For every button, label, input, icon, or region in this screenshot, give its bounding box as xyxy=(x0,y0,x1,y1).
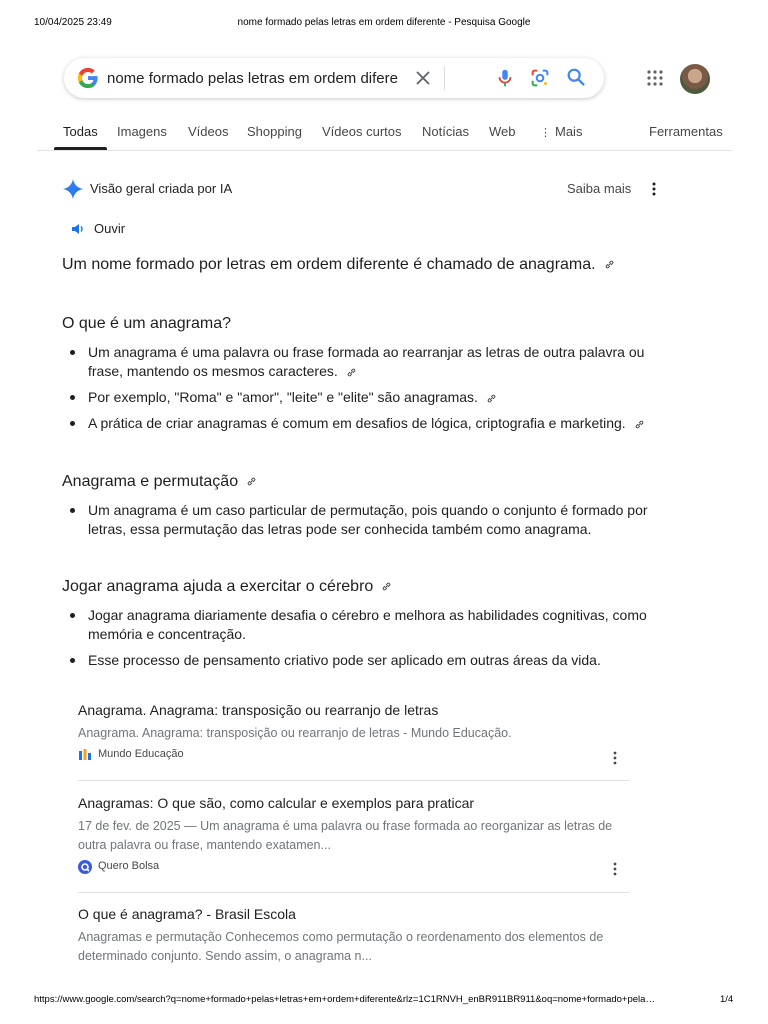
tab-videos-curtos[interactable]: Vídeos curtos xyxy=(322,124,402,139)
source-description: Anagramas e permutação Conhecemos como permutação o reordenamento dos elementos de determinado conjunto. Sendo assim, o anagrama n... xyxy=(78,930,604,963)
print-page-title: nome formado pelas letras em ordem diferente - Pesquisa Google xyxy=(237,17,531,28)
search-divider xyxy=(444,66,445,90)
section-bullets xyxy=(62,606,652,677)
section-heading-text: Jogar anagrama ajuda a exercitar o cérebro xyxy=(62,578,374,595)
section-bullets xyxy=(62,501,652,546)
bullet-item xyxy=(62,501,652,539)
source-site-name: Mundo Educação xyxy=(98,748,184,760)
source-description: 17 de fev. de 2025 — Um anagrama é uma palavra ou frase formada ao reorganizar as letras de outra palavra ou frase, mantendo exatamen... xyxy=(78,819,613,852)
bullet-text: Esse processo de pensamento criativo pode ser aplicado em outras áreas da vida. xyxy=(88,652,601,668)
section-heading: O que é um anagrama? xyxy=(62,315,231,332)
section-bullets xyxy=(62,343,652,440)
source-title[interactable]: Anagrama. Anagrama: transposição ou rearranjo de letras xyxy=(78,702,439,718)
intro-text: Um nome formado por letras em ordem diferente é chamado de anagrama. xyxy=(62,256,596,273)
search-box[interactable] xyxy=(64,58,604,98)
gemini-sparkle-icon xyxy=(62,178,84,200)
bullet-text: A prática de criar anagramas é comum em desafios de lógica, criptografia e marketing. xyxy=(88,415,626,431)
quero-bolsa-favicon-icon xyxy=(78,860,92,874)
bullet-item xyxy=(62,606,652,644)
search-input[interactable] xyxy=(107,68,399,88)
link-icon[interactable] xyxy=(381,581,392,592)
google-apps-icon[interactable] xyxy=(646,69,664,87)
source-title[interactable]: O que é anagrama? - Brasil Escola xyxy=(78,906,296,922)
more-options-icon[interactable] xyxy=(608,861,622,877)
bullet-item xyxy=(62,343,652,381)
tab-shopping[interactable]: Shopping xyxy=(247,124,302,139)
listen-label: Ouvir xyxy=(94,221,126,236)
google-g-logo-icon xyxy=(77,67,99,89)
source-description: Anagrama. Anagrama: transposição ou rearranjo de letras - Mundo Educação. xyxy=(78,726,512,740)
source-card[interactable] xyxy=(78,906,630,966)
search-icon[interactable] xyxy=(565,66,587,88)
ai-overview-header xyxy=(62,179,662,199)
bullet-item xyxy=(62,414,652,433)
ai-overview-label: Visão geral criada por IA xyxy=(90,181,233,196)
tab-imagens[interactable]: Imagens xyxy=(117,124,167,139)
source-card[interactable] xyxy=(78,795,630,875)
link-icon[interactable] xyxy=(486,393,497,404)
bullet-item xyxy=(62,651,652,670)
source-title[interactable]: Anagramas: O que são, como calcular e exemplos para praticar xyxy=(78,795,475,811)
section-heading xyxy=(62,578,392,596)
account-avatar[interactable] xyxy=(680,64,710,94)
tab-mais[interactable] xyxy=(540,124,582,139)
bullet-text: Um anagrama é um caso particular de permutação, pois quando o conjunto é formado por letras, essa permutação das letras pode ser conhecida também como anagrama. xyxy=(88,502,648,537)
bullet-text: Jogar anagrama diariamente desafia o cérebro e melhora as habilidades cognitivas, como memória e concentração. xyxy=(88,607,647,642)
link-icon[interactable] xyxy=(246,476,257,487)
source-site xyxy=(78,859,630,875)
tab-todas[interactable]: Todas xyxy=(63,124,98,139)
search-tabs xyxy=(0,124,768,150)
print-url: https://www.google.com/search?q=nome+formado+pelas+letras+em+ordem+diferente&rlz=1C1RNVH_enBR911BR911&oq=nome+formado+pela… xyxy=(34,994,655,1005)
source-card[interactable] xyxy=(78,702,630,763)
link-icon[interactable] xyxy=(346,367,357,378)
more-options-icon[interactable] xyxy=(608,750,622,766)
bullet-item xyxy=(62,388,652,407)
learn-more-link[interactable]: Saiba mais xyxy=(567,181,632,196)
ai-overview-intro xyxy=(62,254,622,276)
tabs-divider xyxy=(37,150,732,151)
mundo-educacao-favicon-icon xyxy=(78,748,92,762)
speaker-icon xyxy=(70,221,86,237)
print-page-number: 1/4 xyxy=(720,994,734,1005)
tab-ferramentas[interactable]: Ferramentas xyxy=(649,124,723,139)
tab-videos[interactable]: Vídeos xyxy=(188,124,229,139)
bullet-text: Um anagrama é uma palavra ou frase formada ao rearranjar as letras de outra palavra ou frase, mantendo os mesmos caracteres. xyxy=(88,344,645,379)
link-icon[interactable] xyxy=(604,259,615,270)
section-heading-text: Anagrama e permutação xyxy=(62,473,239,490)
tab-mais-label: Mais xyxy=(555,124,583,139)
source-site xyxy=(78,747,630,763)
microphone-icon[interactable] xyxy=(494,67,516,89)
bullet-text: Por exemplo, "Roma" e "amor", "leite" e "elite" são anagramas. xyxy=(88,389,478,405)
source-divider xyxy=(78,892,630,893)
link-icon[interactable] xyxy=(634,419,645,430)
more-vert-icon: ⋮ xyxy=(540,127,551,139)
clear-icon[interactable] xyxy=(412,67,434,89)
section-heading xyxy=(62,473,257,491)
tab-web[interactable]: Web xyxy=(489,124,516,139)
print-datetime: 10/04/2025 23:49 xyxy=(34,17,112,28)
source-divider xyxy=(78,780,630,781)
tab-noticias[interactable]: Notícias xyxy=(422,124,469,139)
google-lens-icon[interactable] xyxy=(529,67,551,89)
source-site-name: Quero Bolsa xyxy=(98,860,160,872)
more-options-icon[interactable] xyxy=(647,181,661,197)
